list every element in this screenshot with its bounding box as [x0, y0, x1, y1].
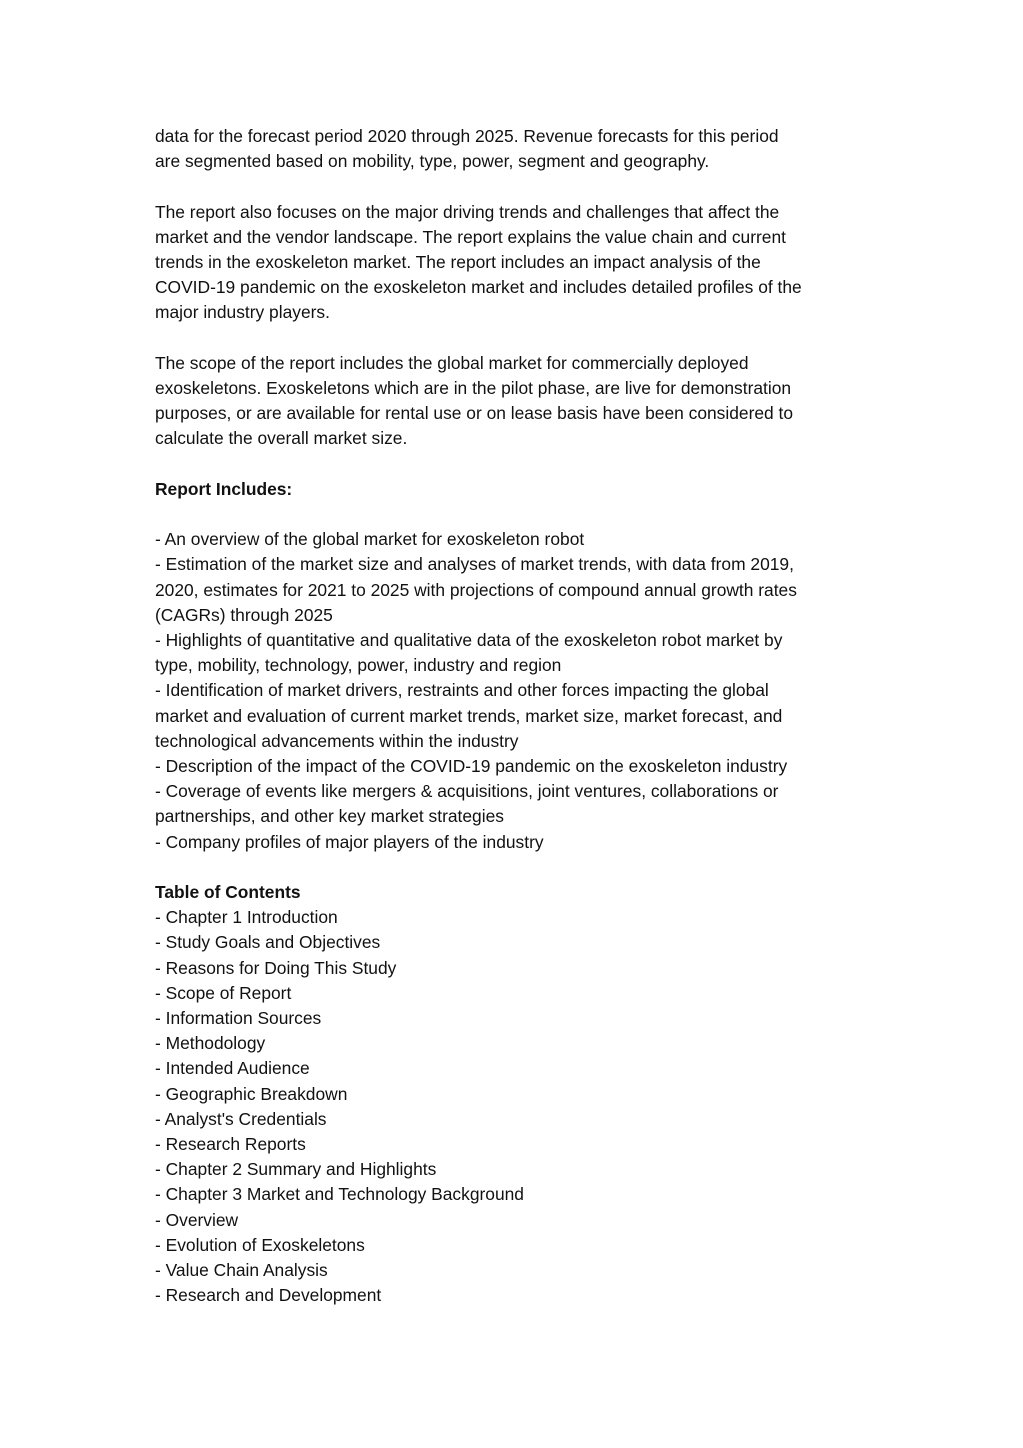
list-item: - Highlights of quantitative and qualitative data of the exoskeleton robot market by [155, 630, 783, 650]
paragraph-gap [155, 502, 875, 527]
toc-item: - Value Chain Analysis [155, 1260, 328, 1281]
list-item: - Description of the impact of the COVID-19 pandemic on the exoskeleton industry [155, 756, 788, 777]
paragraph-gap [155, 174, 875, 199]
text-line: major industry players. [155, 302, 330, 323]
toc-item: - Chapter 2 Summary and Highlights [155, 1159, 437, 1180]
text-line: purposes, or are available for rental use or on lease basis have been considered to [155, 403, 794, 424]
report-includes-heading: Report Includes: [155, 478, 293, 499]
toc-item: - Chapter 3 Market and Technology Background [155, 1184, 524, 1205]
toc-item: - Research and Development [155, 1285, 382, 1306]
toc-list [155, 905, 875, 1308]
toc-item: - Information Sources [155, 1008, 322, 1029]
list-item: type, mobility, technology, power, industry and region [155, 655, 562, 676]
toc-heading: Table of Contents [155, 882, 301, 903]
paragraph-gap [155, 326, 875, 351]
report-includes-list [155, 527, 875, 855]
text-line: are segmented based on mobility, type, power, segment and geography. [155, 151, 710, 172]
list-item: - Estimation of the market size and analyses of market trends, with data from 2019, [155, 554, 794, 575]
text-line: The scope of the report includes the global market for commercially deployed [155, 352, 749, 373]
list-item: - Company profiles of major players of the industry [155, 831, 544, 852]
paragraph-gap [155, 452, 875, 477]
toc-item: - Geographic Breakdown [155, 1083, 348, 1104]
text-line: trends in the exoskeleton market. The report includes an impact analysis of the [155, 252, 761, 272]
intro-paragraph-2 [155, 200, 875, 326]
list-item: - Identification of market drivers, restraints and other forces impacting the global [155, 680, 769, 701]
toc-item: - Study Goals and Objectives [155, 932, 381, 953]
toc-item: - Analyst's Credentials [155, 1108, 327, 1129]
text-line: data for the forecast period 2020 through 2025. Revenue forecasts for this period [155, 126, 779, 146]
toc-item: - Scope of Report [155, 982, 292, 1003]
list-item: 2020, estimates for 2021 to 2025 with projections of compound annual growth rates [155, 579, 797, 600]
toc-item: - Research Reports [155, 1134, 306, 1155]
list-item: - An overview of the global market for exoskeleton robot [155, 529, 585, 550]
text-line: COVID-19 pandemic on the exoskeleton market and includes detailed profiles of the [155, 277, 802, 298]
toc-item: - Reasons for Doing This Study [155, 957, 397, 978]
paragraph-gap [155, 855, 875, 880]
text-line: The report also focuses on the major driving trends and challenges that affect the [155, 201, 780, 222]
list-item: - Coverage of events like mergers & acquisitions, joint ventures, collaborations or [155, 781, 779, 802]
toc-item: - Evolution of Exoskeletons [155, 1234, 365, 1255]
toc-item: - Chapter 1 Introduction [155, 907, 338, 928]
toc-item: - Overview [155, 1209, 239, 1230]
text-line: market and the vendor landscape. The report explains the value chain and current [155, 226, 786, 247]
list-item: (CAGRs) through 2025 [155, 604, 333, 625]
toc-item: - Intended Audience [155, 1058, 310, 1079]
list-item: partnerships, and other key market strategies [155, 806, 504, 827]
list-item: technological advancements within the industry [155, 730, 519, 751]
list-item: market and evaluation of current market trends, market size, market forecast, and [155, 705, 783, 726]
toc-item: - Methodology [155, 1033, 266, 1054]
intro-paragraph-3 [155, 351, 875, 452]
text-line: exoskeletons. Exoskeletons which are in the pilot phase, are live for demonstration [155, 378, 792, 398]
document-page [155, 124, 875, 1308]
text-line: calculate the overall market size. [155, 428, 408, 449]
intro-paragraph-1 [155, 124, 875, 174]
